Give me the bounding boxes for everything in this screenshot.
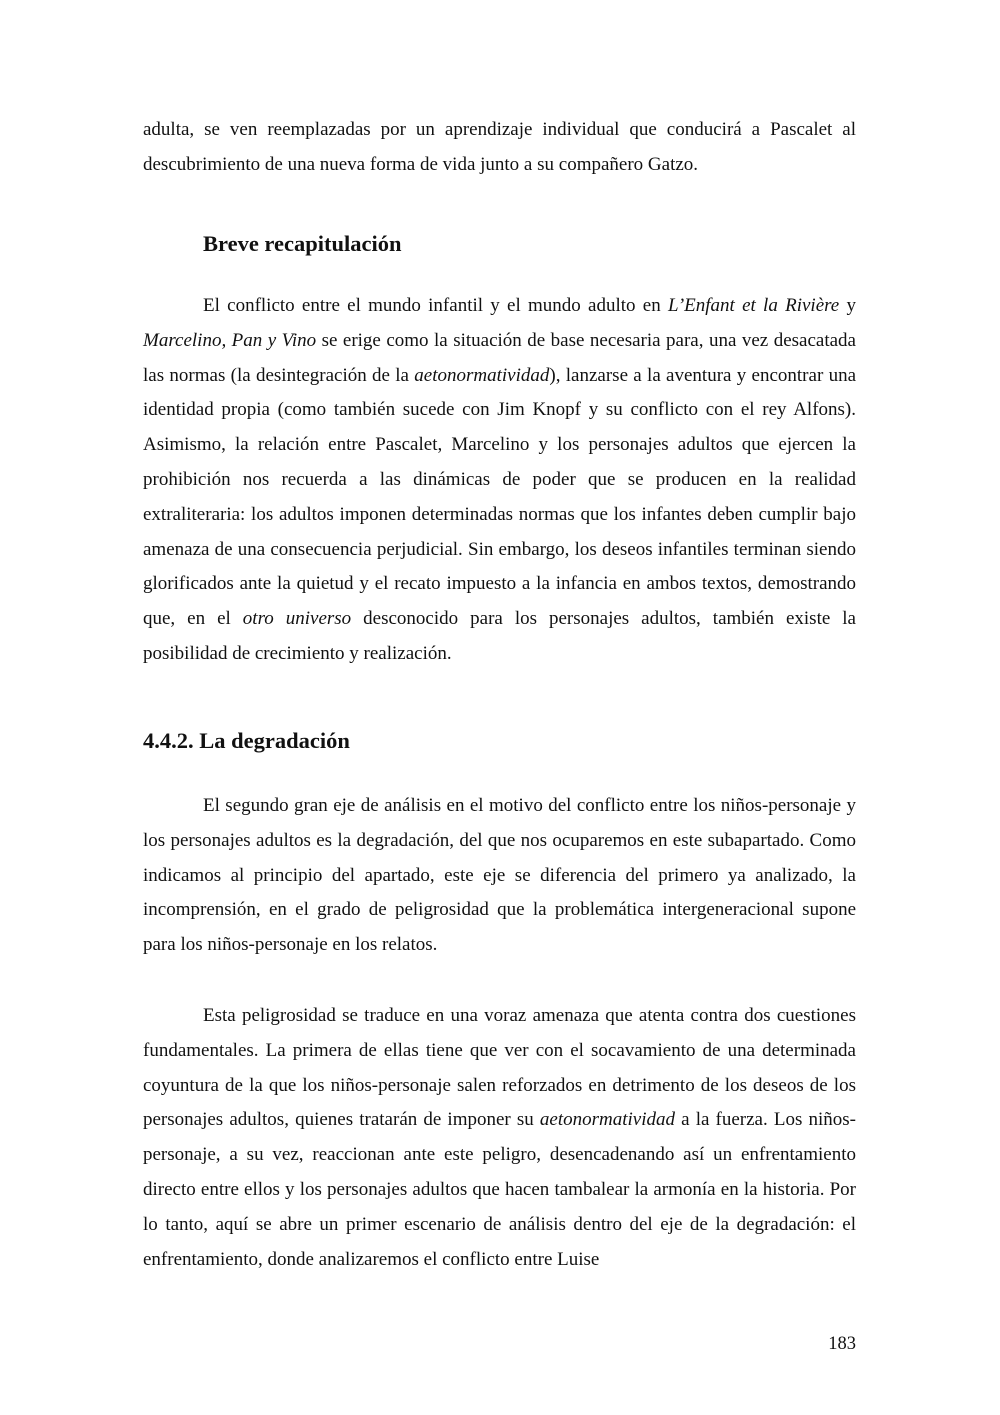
continuation-paragraph: adulta, se ven reemplazadas por un aprendizaje individual que conducirá a Pascalet al descubrimiento de una nueva forma de vida junto a su compañero Gatzo. <box>143 119 856 175</box>
italic-run: otro universo <box>242 608 352 630</box>
italic-run: aetonormatividad <box>414 364 550 386</box>
degradation-paragraph-1: El segundo gran eje de análisis en el motivo del conflicto entre los niños-personaje y los personajes adultos es la degradación, del que nos ocuparemos en este subapartado. Como indicamos al principio del apartado, este eje se diferencia del primero ya analizado, la incomprensión, en el grado de peligrosidad que la problemática intergeneracional supone para los niños-personaje en los relatos. <box>143 795 856 956</box>
section-heading: Breve recapitulación <box>203 231 402 256</box>
italic-run: L’Enfant et la Rivière <box>667 295 840 316</box>
recap-paragraph: El conflicto entre el mundo infantil y el mundo adulto en L’Enfant et la Rivière y Marcelino, Pan y Vino se erige como la situación de base necesaria para, una vez desacatada las normas (la desintegración de la aetonormatividad), lanzarse a la aventura y encontrar una identidad propia (como también sucede con Jim Knopf y su conflicto con el rey Alfons). Asimismo, la relación entre Pascalet, Marcelino y los personajes adultos que ejercen la prohibición nos recuerda a las dinámicas de poder que se producen en la realidad extraliteraria: los adultos imponen determinadas normas que los infantes deben cumplir bajo amenaza de una consecuencia perjudicial. Sin embargo, los deseos infantiles terminan siendo glorificados ante la quietud y el recato impuesto a la infancia en ambos textos, demostrando que, en el otro universo desconocido para los personajes adultos, también existe la posibilidad de crecimiento y realización. <box>143 295 857 664</box>
page-number: 183 <box>828 1334 856 1354</box>
italic-run: Marcelino, Pan y Vino <box>143 329 317 351</box>
degradation-paragraph-2: Esta peligrosidad se traduce en una voraz amenaza que atenta contra dos cuestiones fundamentales. La primera de ellas tiene que ver con el socavamiento de una determinada coyuntura de la que los niños-personaje salen reforzados en detrimento de los deseos de los personajes adultos, quienes tratarán de imponer su aetonormatividad a la fuerza. Los niños-personaje, a su vez, reaccionan ante este peligro, desencadenando así un enfrentamiento directo entre ellos y los personajes adultos que hacen tambalear la armonía en la historia. Por lo tanto, aquí se abre un primer escenario de análisis dentro del eje de la degradación: el enfrentamiento, donde analizaremos el conflicto entre Luise <box>143 1005 856 1270</box>
subsection-heading: 4.4.2. La degradación <box>143 728 350 753</box>
italic-run: aetonormatividad <box>539 1109 676 1131</box>
